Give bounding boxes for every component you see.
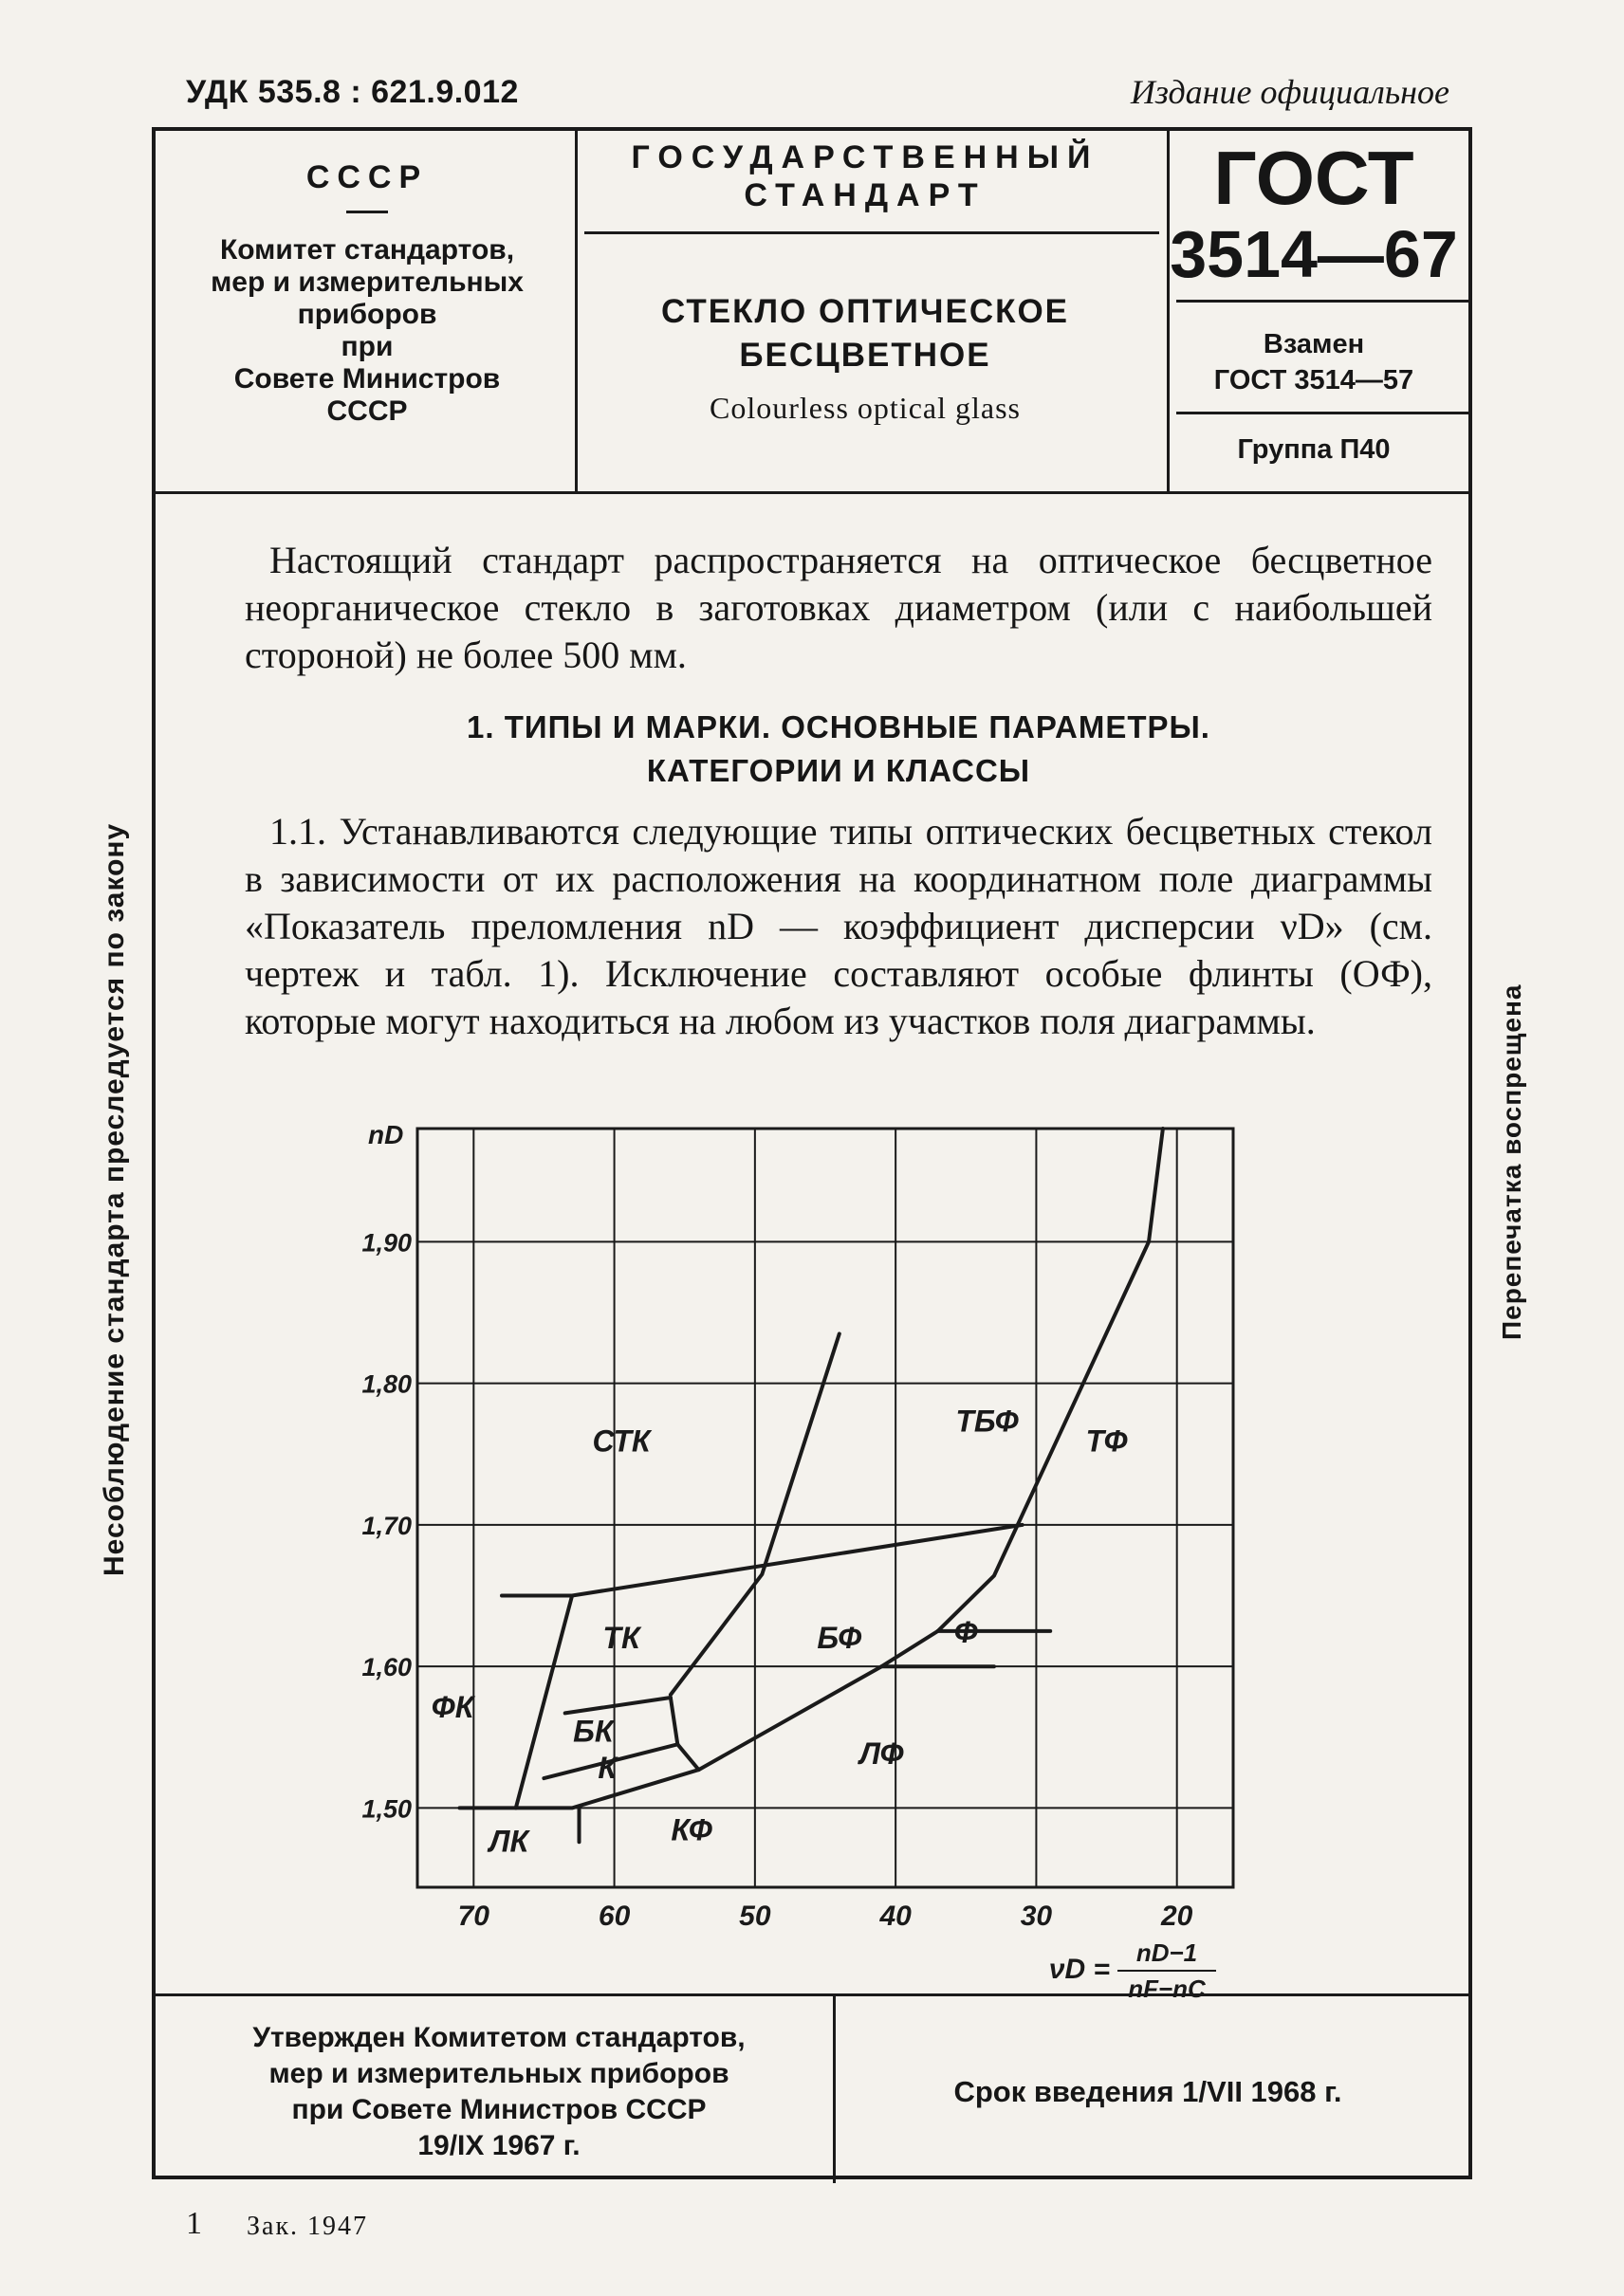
mid-col-rule: [584, 231, 1159, 234]
committee-line: СССР: [326, 395, 408, 427]
side-note-right: Перепечатка воспрещена: [1497, 983, 1526, 1340]
approval-line: мер и измерительных приборов: [268, 2058, 729, 2089]
gost-label: ГОСТ: [1213, 136, 1414, 220]
y-axis-label: nD: [368, 1120, 404, 1149]
approval-line: при Совете Министров СССР: [291, 2094, 707, 2125]
region-boundary: [671, 1698, 677, 1744]
y-tick-label: 1,50: [361, 1794, 412, 1824]
footer-divider: [156, 1993, 1468, 1996]
region-label: ТБФ: [955, 1404, 1019, 1439]
x-tick-label: 30: [1020, 1901, 1053, 1932]
state-standard-label: [581, 138, 1150, 214]
region-boundary: [881, 1129, 1163, 1666]
region-label: КФ: [671, 1812, 712, 1847]
replaces-line: Взамен: [1263, 329, 1365, 359]
right-col-rule-1: [1176, 300, 1468, 303]
region-label: К: [598, 1751, 618, 1786]
committee-line: Совете Министров: [233, 363, 501, 395]
gost-number: 3514—67: [1170, 217, 1458, 291]
right-col-rule-2: [1176, 412, 1468, 414]
section-heading-line: КАТЕГОРИИ И КЛАССЫ: [646, 753, 1031, 788]
print-order: Зак. 1947: [247, 2212, 369, 2241]
header-divider: [156, 491, 1468, 494]
title-english: Colourless optical glass: [710, 391, 1021, 425]
region-boundary: [502, 1525, 1023, 1596]
y-tick-label: 1,60: [361, 1653, 412, 1682]
paragraph-1-1: 1.1. Устанавливаются следующие типы оптических бесцветных стекол в зависимости от их расположения на координатном поле диаграммы «Показатель преломления nD — коэффициент дисперсии νD» (см. чертеж и табл. 1). Исключение составляют особые флинты (ОФ), которые могут находиться на любом из участков поля диаграммы.: [245, 810, 1432, 1042]
committee-line: мер и измерительных: [211, 266, 524, 298]
section-heading-line: 1. ТИПЫ И МАРКИ. ОСНОВНЫЕ ПАРАМЕТРЫ.: [467, 709, 1210, 744]
x-tick-label: 20: [1161, 1901, 1193, 1932]
region-label: ТК: [602, 1620, 640, 1655]
y-tick-label: 1,70: [361, 1511, 412, 1540]
region-label: ФК: [431, 1689, 474, 1724]
x-tick-label: 60: [598, 1901, 631, 1932]
state-standard-line: СТАНДАРТ: [744, 177, 987, 213]
x-tick-label: 50: [739, 1901, 771, 1932]
region-label: Ф: [953, 1614, 978, 1649]
y-tick-label: 1,80: [361, 1369, 412, 1399]
issuer-dash: [346, 211, 388, 213]
region-label: БФ: [817, 1620, 862, 1655]
committee-line: при: [341, 331, 394, 362]
replaces-block: [1169, 326, 1459, 398]
intro-paragraph: Настоящий стандарт распространяется на оптическое бесцветное неорганическое стекло в заготовках диаметром (или с наибольшей стороной) не более 500 мм.: [245, 539, 1432, 676]
region-boundary: [460, 1770, 699, 1808]
x-axis-symbol: νD =: [1048, 1954, 1110, 1985]
approval-line: 19/IX 1967 г.: [417, 2130, 581, 2161]
region-label: ТФ: [1085, 1424, 1128, 1459]
page-number: 1: [186, 2206, 202, 2241]
approval-block: [167, 2020, 831, 2164]
document-title: [581, 290, 1150, 426]
header-col-divider-1: [575, 131, 578, 491]
committee-line: Комитет стандартов,: [219, 234, 515, 266]
x-tick-label: 40: [879, 1901, 912, 1932]
y-tick-label: 1,90: [361, 1228, 412, 1258]
committee-line: приборов: [297, 299, 437, 330]
group-label: Группа П40: [1237, 434, 1391, 465]
region-label: ЛК: [489, 1824, 529, 1859]
issuer-block: [167, 161, 567, 428]
region-label: ЛФ: [859, 1736, 904, 1772]
section-heading: [245, 706, 1432, 793]
title-line: СТЕКЛО ОПТИЧЕСКОЕ: [660, 293, 1070, 330]
region-boundary: [516, 1596, 572, 1809]
gost-id: [1169, 136, 1459, 292]
state-standard-line: ГОСУДАРСТВЕННЫЙ: [631, 139, 1099, 175]
x-tick-label: 70: [457, 1901, 489, 1932]
side-note-left: Несоблюдение стандарта преследуется по закону: [99, 822, 130, 1577]
approval-line: Утвержден Комитетом стандартов,: [252, 2022, 746, 2053]
x-axis-denominator: nF−nC: [1128, 1975, 1206, 2003]
edition-note: Издание официальное: [1130, 73, 1449, 111]
replaces-line: ГОСТ 3514—57: [1213, 365, 1414, 395]
x-axis-numerator: nD−1: [1135, 1938, 1198, 1967]
region-boundary: [677, 1666, 881, 1770]
effective-date: Срок введения 1/VII 1968 г.: [953, 2075, 1342, 2108]
ussr-label: СССР: [305, 159, 429, 195]
region-label: БК: [573, 1714, 614, 1749]
title-line: БЕСЦВЕТНОЕ: [739, 337, 991, 374]
udk-code: УДК 535.8 : 621.9.012: [186, 74, 519, 110]
region-boundary: [565, 1698, 671, 1713]
nd-vd-diagram: [341, 1110, 1290, 2003]
region-label: СТК: [592, 1424, 651, 1459]
